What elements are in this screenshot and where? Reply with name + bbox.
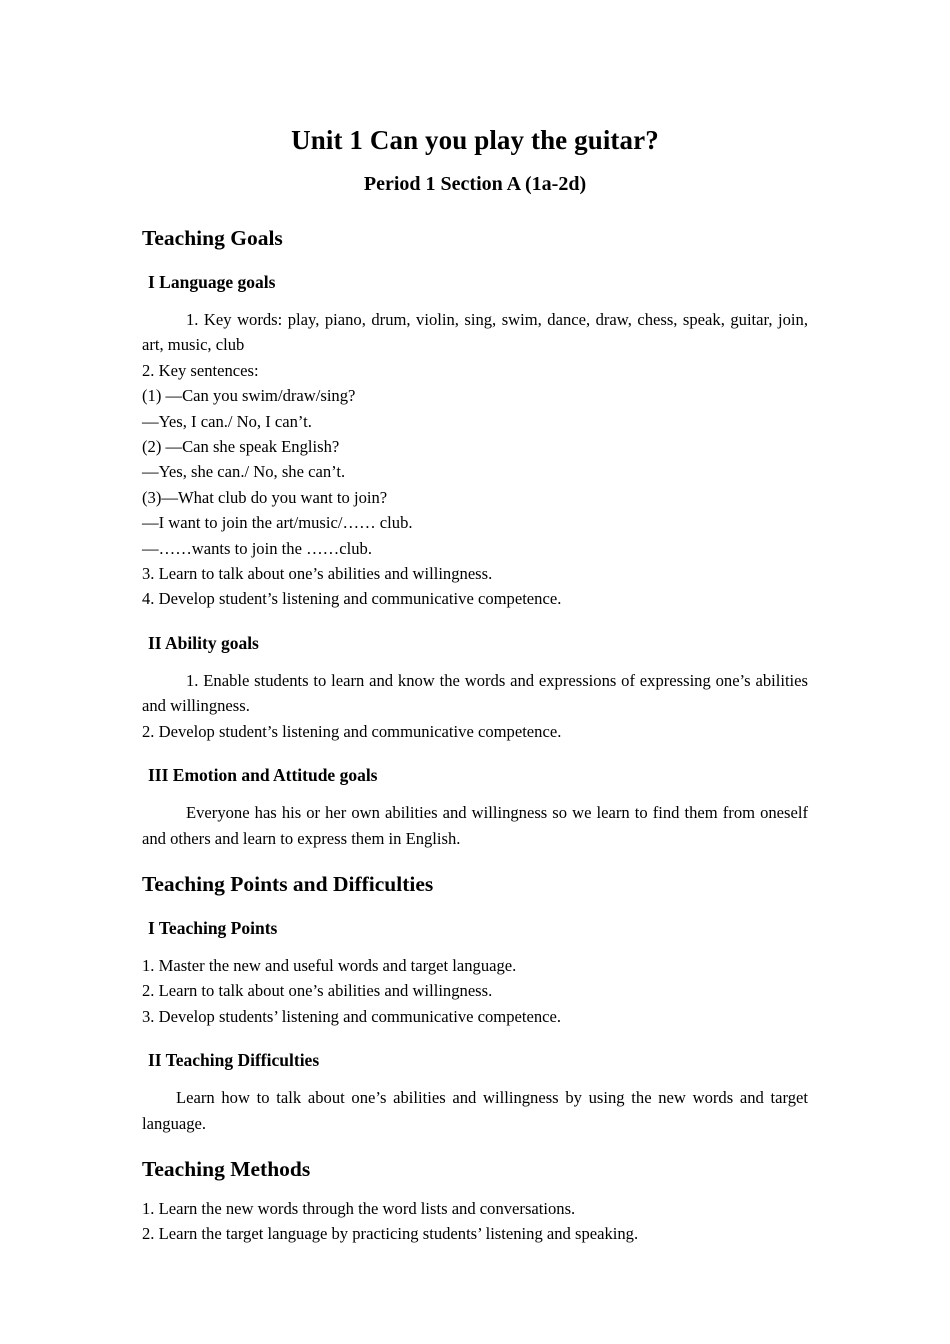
body-paragraph-teaching-difficulties: Learn how to talk about one’s abilities and willingness by using the new words and target language. xyxy=(142,1088,808,1133)
body-line-teaching-point-3: 3. Develop students’ listening and communicative competence. xyxy=(142,1006,562,1026)
body-line-teaching-method-2: 2. Learn the target language by practicing students’ listening and speaking. xyxy=(142,1224,639,1244)
spacer xyxy=(142,1071,808,1085)
spacer xyxy=(142,1182,808,1196)
body-line-ability-1: 1. Enable students to learn and know the words and expressions of expressing one’s abilities and willingness. xyxy=(142,670,808,716)
body-line-sentence-3-a1: —I want to join the art/music/…… club. xyxy=(142,513,413,533)
body-line-key-sentences: 2. Key sentences: xyxy=(142,360,259,380)
subsection-heading-teaching-points: I Teaching Points xyxy=(148,917,278,938)
spacer xyxy=(142,897,808,917)
spacer xyxy=(142,851,808,871)
subsection-heading-language-goals: I Language goals xyxy=(148,272,276,292)
section-heading-teaching-goals: Teaching Goals xyxy=(142,226,283,250)
section-heading-teaching-points-and-difficulties: Teaching Points and Difficulties xyxy=(142,871,434,896)
body-line-goal-3: 3. Learn to talk about one’s abilities and willingness. xyxy=(142,564,493,584)
subsection-heading-ability-goals: II Ability goals xyxy=(148,632,259,653)
body-line-sentence-3-a2: —……wants to join the ……club. xyxy=(142,538,372,558)
page-subtitle: Period 1 Section A (1a-2d) xyxy=(363,173,587,195)
spacer xyxy=(142,939,808,953)
body-line-sentence-3-q: (3)—What club do you want to join? xyxy=(142,487,388,507)
spacer xyxy=(142,612,808,632)
body-line-sentence-1-q: (1) —Can you swim/draw/sing? xyxy=(142,386,356,406)
body-line-sentence-2-q: (2) —Can she speak English? xyxy=(142,437,340,457)
body-paragraph-emotion-attitude: Everyone has his or her own abilities and willingness so we learn to find them from oneself and others and learn to express them in English. xyxy=(142,803,808,848)
body-line-ability-2: 2. Develop student’s listening and communicative competence. xyxy=(142,721,562,741)
body-line-teaching-point-2: 2. Learn to talk about one’s abilities and willingness. xyxy=(142,981,493,1001)
subsection-heading-teaching-difficulties: II Teaching Difficulties xyxy=(148,1050,320,1071)
body-line-teaching-point-1: 1. Master the new and useful words and target language. xyxy=(142,955,517,975)
body-line-key-words: 1. Key words: play, piano, drum, violin, sing, swim, dance, draw, chess, speak, guitar, join, art, music, club xyxy=(142,310,808,355)
spacer xyxy=(142,293,808,307)
spacer xyxy=(142,786,808,800)
spacer xyxy=(142,251,808,271)
spacer xyxy=(142,1136,808,1156)
spacer xyxy=(142,1029,808,1049)
body-line-teaching-method-1: 1. Learn the new words through the word lists and conversations. xyxy=(142,1198,576,1218)
body-line-sentence-1-a: —Yes, I can./ No, I can’t. xyxy=(142,411,312,431)
body-line-goal-4: 4. Develop student’s listening and communicative competence. xyxy=(142,589,562,609)
body-line-sentence-2-a: —Yes, she can./ No, she can’t. xyxy=(142,462,346,482)
subsection-heading-emotion-attitude-goals: III Emotion and Attitude goals xyxy=(148,765,378,786)
section-heading-teaching-methods: Teaching Methods xyxy=(142,1156,311,1181)
page-title: Unit 1 Can you play the guitar? xyxy=(291,125,659,155)
spacer xyxy=(142,654,808,668)
spacer xyxy=(142,744,808,764)
document-content xyxy=(142,0,808,1247)
spacer xyxy=(142,197,808,225)
